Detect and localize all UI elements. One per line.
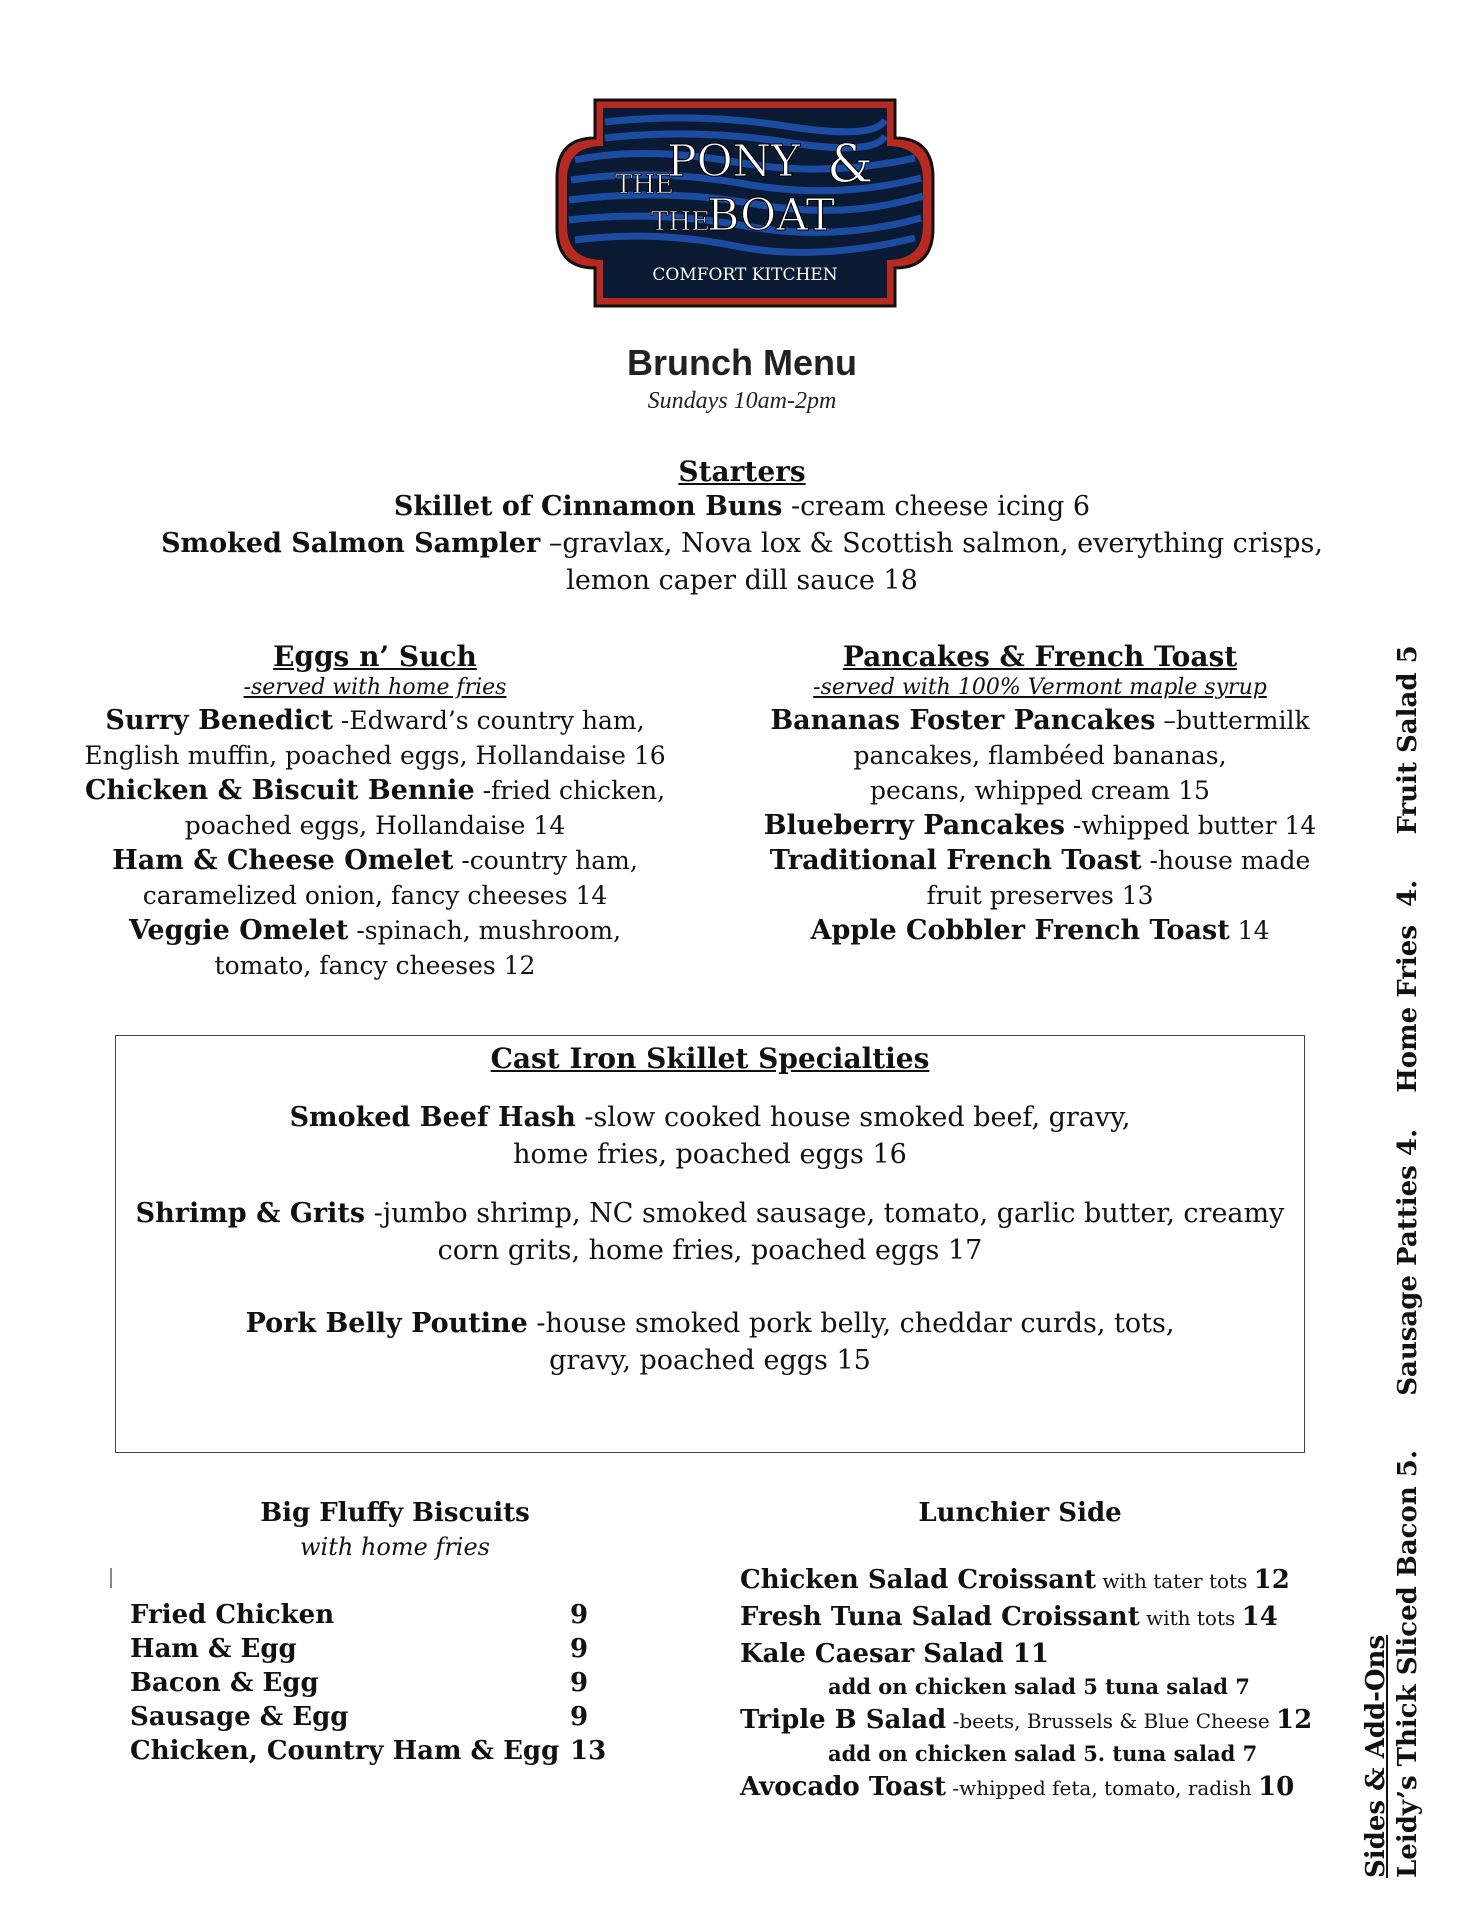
menu-item: [115, 1195, 1305, 1232]
logo-ampersand: &: [827, 135, 874, 195]
item-name: Apple Cobbler French Toast: [810, 915, 1230, 946]
item-desc-cont: pancakes, flambéed bananas,: [853, 741, 1227, 770]
item-name: Avocado Toast: [740, 1772, 947, 1802]
restaurant-logo: [555, 98, 935, 308]
item-price: 10: [1258, 1772, 1295, 1802]
item-desc: -cream cheese icing 6: [782, 491, 1091, 522]
item-name: Fresh Tuna Salad Croissant: [740, 1602, 1140, 1632]
item-desc-cont: English muffin, poached eggs, Hollandaise 16: [84, 741, 666, 770]
pancakes-subheading: -served with 100% Vermont maple syrup: [813, 675, 1267, 700]
list-item: [130, 1700, 630, 1734]
list-item: [740, 1702, 1360, 1739]
item-name: Chicken Salad Croissant: [740, 1565, 1097, 1595]
item-desc: -whipped butter 14: [1064, 811, 1317, 840]
lunch-heading: Lunchier Side: [918, 1498, 1122, 1528]
list-item: [740, 1562, 1360, 1599]
menu-item: [70, 843, 680, 878]
item-desc: -beets, Brussels & Blue Cheese: [946, 1709, 1277, 1733]
item-name: Smoked Beef Hash: [289, 1102, 576, 1133]
item-name: Chicken, Country Ham & Egg: [130, 1736, 560, 1766]
item-name: Kale Caesar Salad 11: [740, 1639, 1049, 1669]
menu-item: [115, 1099, 1305, 1136]
item-desc: –gravlax, Nova lox & Scottish salmon, everything crisps,: [540, 528, 1323, 559]
item-desc: –buttermilk: [1155, 706, 1310, 735]
text-cursor-mark: [110, 1568, 112, 1588]
list-item: [130, 1734, 630, 1768]
item-desc-cont: gravy, poached eggs 15: [549, 1345, 871, 1376]
item-name: Surry Benedict: [105, 705, 333, 736]
item-desc: -country ham,: [453, 846, 638, 875]
sides-heading: Sides & Add-Ons: [1361, 1634, 1391, 1878]
item-name: Veggie Omelet: [128, 915, 349, 946]
logo-the-2: THE: [651, 207, 710, 237]
menu-item: [740, 808, 1340, 843]
pancakes-section: [740, 640, 1340, 948]
menu-item: [70, 913, 680, 948]
menu-item: [740, 843, 1340, 878]
item-desc-cont: caramelized onion, fancy cheeses 14: [142, 881, 608, 910]
item-price: 12: [1276, 1705, 1313, 1735]
biscuits-subheading: with home fries: [300, 1533, 490, 1561]
item-desc: -spinach, mushroom,: [348, 916, 622, 945]
item-price: 14: [1241, 1602, 1278, 1632]
addon-line: add on chicken salad 5. tuna salad 7: [828, 1741, 1258, 1766]
item-price: 12: [1253, 1565, 1290, 1595]
menu-item: [0, 488, 1484, 525]
item-desc: with tater tots: [1096, 1569, 1254, 1593]
menu-item: [70, 703, 680, 738]
page-title: Brunch Menu: [627, 342, 857, 383]
lunch-list: [740, 1562, 1360, 1806]
item-desc: -house made: [1141, 846, 1311, 875]
eggs-subheading: -served with home fries: [243, 675, 507, 700]
page-subtitle: Sundays 10am-2pm: [647, 388, 837, 414]
item-price: 9: [570, 1600, 589, 1630]
item-name: Sausage & Egg: [130, 1702, 349, 1732]
list-item: [130, 1632, 630, 1666]
item-desc: -jumbo shrimp, NC smoked sausage, tomato, garlic butter, creamy: [365, 1198, 1285, 1229]
item-desc: -whipped feta, tomato, radish: [946, 1776, 1259, 1800]
list-item: [130, 1666, 630, 1700]
starters-heading: Starters: [678, 455, 806, 488]
item-desc: -slow cooked house smoked beef, gravy,: [575, 1102, 1131, 1133]
item-name: Skillet of Cinnamon Buns: [393, 491, 783, 522]
item-name: Blueberry Pancakes: [763, 810, 1065, 841]
pancakes-heading: Pancakes & French Toast: [842, 640, 1238, 673]
menu-item: [740, 913, 1340, 948]
item-desc-cont: lemon caper dill sauce 18: [566, 565, 918, 596]
item-name: Triple B Salad: [740, 1705, 947, 1735]
menu-item: [0, 525, 1484, 562]
item-price: 9: [570, 1634, 589, 1664]
item-desc: -Edward’s country ham,: [332, 706, 645, 735]
biscuits-list: [130, 1598, 630, 1768]
menu-item: [115, 1305, 1305, 1342]
list-item: [740, 1769, 1360, 1806]
list-item: [130, 1598, 630, 1632]
item-desc: 14: [1229, 916, 1270, 945]
item-desc: -house smoked pork belly, cheddar curds, tots,: [527, 1308, 1175, 1339]
biscuits-heading: Big Fluffy Biscuits: [260, 1498, 530, 1528]
item-name: Smoked Salmon Sampler: [161, 528, 541, 559]
item-name: Chicken & Biscuit Bennie: [84, 775, 475, 806]
menu-item: [70, 773, 680, 808]
sides-line: Leidy’s Thick Sliced Bacon 5. Sausage Patties 4. Home Fries 4. Fruit Salad 5: [1393, 645, 1423, 1878]
item-desc-cont: tomato, fancy cheeses 12: [214, 951, 536, 980]
item-desc-cont: pecans, whipped cream 15: [870, 776, 1210, 805]
skillet-heading: Cast Iron Skillet Specialties: [490, 1042, 930, 1075]
item-desc-cont: fruit preserves 13: [926, 881, 1154, 910]
eggs-heading: Eggs n’ Such: [273, 640, 477, 673]
addon-line: add on chicken salad 5 tuna salad 7: [828, 1674, 1250, 1699]
item-name: Ham & Egg: [130, 1634, 297, 1664]
item-name: Shrimp & Grits: [135, 1198, 366, 1229]
item-desc-cont: corn grits, home fries, poached eggs 17: [437, 1235, 983, 1266]
logo-the-1: THE: [615, 170, 674, 200]
eggs-section: [70, 640, 680, 983]
starters-section: [0, 455, 1484, 599]
item-price: 9: [570, 1702, 589, 1732]
item-desc: with tots: [1139, 1606, 1242, 1630]
item-name: Pork Belly Poutine: [245, 1308, 528, 1339]
logo-tagline: COMFORT KITCHEN: [652, 265, 838, 285]
sides-addons-section: [1360, 645, 1424, 1878]
skillet-section: [115, 1042, 1305, 1379]
menu-item: [740, 703, 1340, 738]
item-desc-cont: home fries, poached eggs 16: [513, 1139, 907, 1170]
list-item: [740, 1636, 1360, 1672]
item-name: Fried Chicken: [130, 1600, 335, 1630]
item-desc: -fried chicken,: [474, 776, 666, 805]
list-item: [740, 1599, 1360, 1636]
item-name: Bacon & Egg: [130, 1668, 319, 1698]
item-name: Ham & Cheese Omelet: [112, 845, 454, 876]
item-desc-cont: poached eggs, Hollandaise 14: [184, 811, 566, 840]
item-price: 13: [570, 1736, 607, 1766]
item-name: Bananas Foster Pancakes: [770, 705, 1156, 736]
logo-boat: BOAT: [707, 190, 835, 241]
item-price: 9: [570, 1668, 589, 1698]
logo-pony: PONY: [667, 136, 801, 187]
item-name: Traditional French Toast: [769, 845, 1142, 876]
